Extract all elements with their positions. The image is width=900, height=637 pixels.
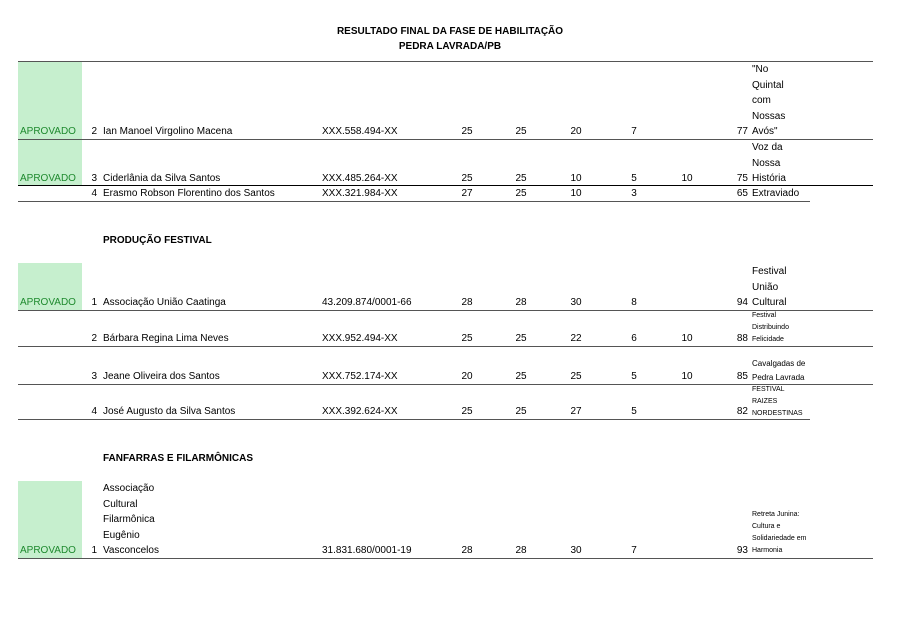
score-4: 8 [631,297,637,308]
rank: 4 [91,188,97,199]
applicant-name: Jeane Oliveira dos Santos [103,371,220,382]
score-2: 25 [515,126,527,137]
applicant-name: Bárbara Regina Lima Neves [103,333,229,344]
score-2: 25 [515,406,527,417]
score-2: 25 [515,333,527,344]
project-title: Cavalgadas de Pedra Lavrada [752,359,806,382]
rank: 3 [91,371,97,382]
row-divider [18,346,873,347]
document-id: XXX.952.494-XX [322,333,398,344]
score-4: 6 [631,333,637,344]
score-1: 27 [461,188,473,199]
applicant-name: Ciderlânia da Silva Santos [103,173,221,184]
total-score: 88 [736,333,748,344]
applicant-name: José Augusto da Silva Santos [103,406,236,417]
score-3: 30 [570,545,582,556]
project-title: Festival União Cultural [752,266,787,308]
score-3: 10 [570,173,582,184]
score-5: 10 [681,333,693,344]
row-divider [18,384,873,385]
total-score: 93 [736,545,748,556]
section-title: FANFARRAS E FILARMÔNICAS [103,453,253,464]
row-divider [18,201,810,202]
status-badge: APROVADO [20,545,76,556]
score-1: 25 [461,173,473,184]
rank: 2 [91,333,97,344]
score-3: 22 [570,333,582,344]
row-divider [18,558,873,559]
score-3: 10 [570,188,582,199]
score-3: 30 [570,297,582,308]
table-top-border [18,61,873,62]
document-id: 31.831.680/0001-19 [322,545,412,556]
score-4: 5 [631,173,637,184]
document-id: 43.209.874/0001-66 [322,297,412,308]
rank: 3 [91,173,97,184]
row-divider [18,310,873,311]
rank: 2 [91,126,97,137]
project-title: "No Quintal com Nossas Avós" [752,64,786,137]
project-title: Voz da Nossa História [752,142,786,184]
score-1: 25 [461,333,473,344]
project-title: Festival Distribuindo Felicidade [752,312,789,343]
document-subtitle: PEDRA LAVRADA/PB [398,41,502,52]
row-divider [18,419,810,420]
score-5: 10 [681,371,693,382]
rank: 1 [91,297,97,308]
score-3: 25 [570,371,582,382]
score-3: 27 [570,406,582,417]
total-score: 75 [736,173,748,184]
score-1: 20 [461,371,473,382]
score-4: 5 [631,371,637,382]
score-3: 20 [570,126,582,137]
document-id: XXX.321.984-XX [322,188,398,199]
score-5: 10 [681,173,693,184]
total-score: 94 [736,297,748,308]
status-badge: APROVADO [20,126,76,137]
project-title: Retreta Junina: Cultura e Solidariedade em Harmonia [752,511,807,554]
rank: 4 [91,406,97,417]
row-divider [18,139,873,140]
total-score: 82 [736,406,748,417]
total-score: 77 [736,126,748,137]
document-id: XXX.392.624-XX [322,406,398,417]
section-title: PRODUÇÃO FESTIVAL [103,235,212,246]
project-title: FESTIVAL RAIZES NORDESTINAS [752,386,803,417]
project-title: Extraviado [752,188,800,199]
score-1: 28 [461,297,473,308]
score-4: 7 [631,545,637,556]
applicant-name: Associação Cultural Filarmônica Eugênio Vasconcelos [103,483,159,556]
score-2: 25 [515,371,527,382]
score-4: 7 [631,126,637,137]
status-badge: APROVADO [20,297,76,308]
score-2: 28 [515,297,527,308]
applicant-name: Ian Manoel Virgolino Macena [103,126,233,137]
total-score: 85 [736,371,748,382]
document-id: XXX.558.494-XX [322,126,398,137]
score-1: 25 [461,126,473,137]
document-title: RESULTADO FINAL DA FASE DE HABILITAÇÃO [336,26,564,37]
score-1: 25 [461,406,473,417]
total-score: 65 [736,188,748,199]
document-id: XXX.752.174-XX [322,371,398,382]
score-2: 25 [515,173,527,184]
document-id: XXX.485.264-XX [322,173,398,184]
score-2: 25 [515,188,527,199]
applicant-name: Associação União Caatinga [103,297,226,308]
rank: 1 [91,545,97,556]
score-4: 5 [631,406,637,417]
score-1: 28 [461,545,473,556]
applicant-name: Erasmo Robson Florentino dos Santos [103,188,275,199]
score-4: 3 [631,188,637,199]
status-badge: APROVADO [20,173,76,184]
score-2: 28 [515,545,527,556]
